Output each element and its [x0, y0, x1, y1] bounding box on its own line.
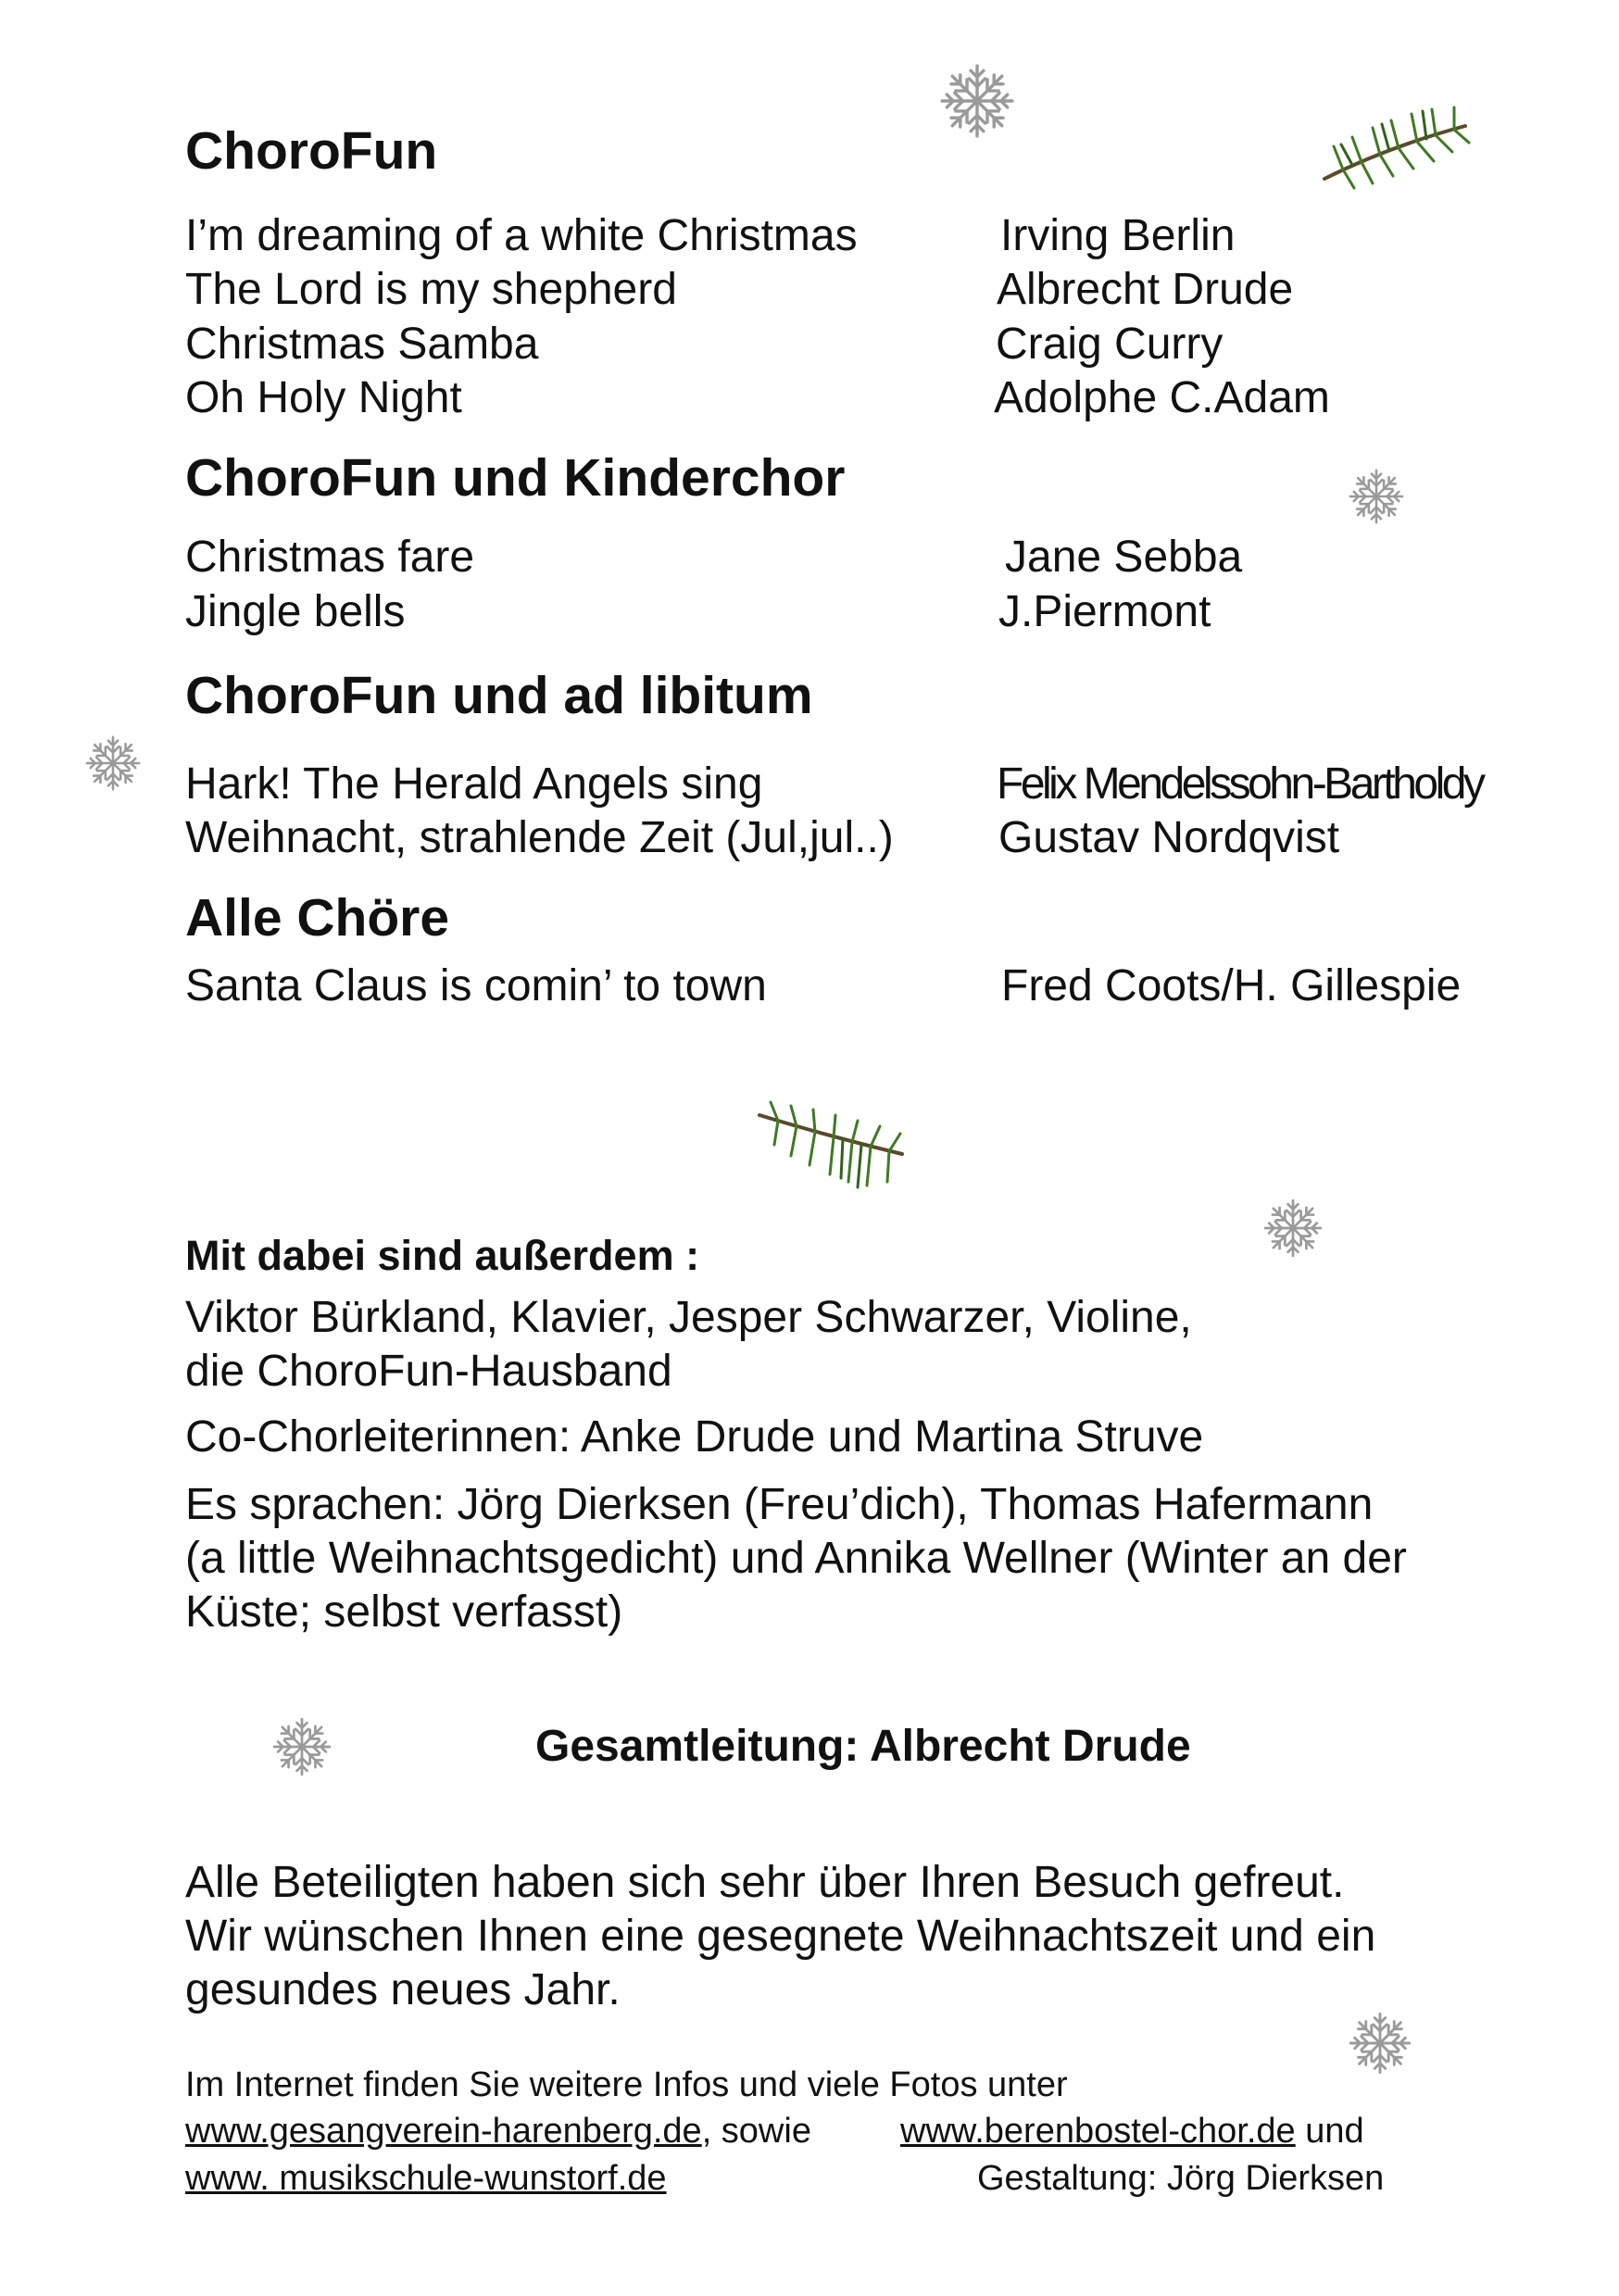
section-heading: Alle Chöre [185, 888, 450, 947]
snowflake-icon [937, 61, 1017, 141]
song-composer: Albrecht Drude [997, 265, 1294, 314]
song-title: Jingle bells [185, 587, 406, 636]
link-berenbostel-chor[interactable]: www.berenbostel-chor.de [900, 2112, 1296, 2151]
participants-line: die ChoroFun-Hausband [185, 1347, 672, 1396]
song-title: Hark! The Herald Angels sing [185, 759, 763, 809]
section-heading: ChoroFun [185, 121, 438, 181]
fir-branch-icon [752, 1098, 910, 1200]
design-credit: Gestaltung: Jörg Dierksen [977, 2159, 1385, 2198]
closing-line: Wir wünschen Ihnen eine gesegnete Weihnachtszeit und ein [185, 1912, 1376, 1961]
song-title: Weihnacht, strahlende Zeit (Jul,jul..) [185, 813, 894, 862]
song-composer: Felix Mendelssohn-Bartholdy [997, 759, 1483, 809]
footer-links-row-2 [900, 2112, 1364, 2152]
song-composer: Adolphe C.Adam [994, 373, 1330, 422]
snowflake-icon [1347, 2010, 1413, 2076]
fir-branch-icon [1315, 91, 1473, 193]
participants-heading: Mit dabei sind außerdem : [185, 1232, 700, 1279]
song-title: Christmas Samba [185, 320, 539, 369]
footer-links-row [185, 2112, 811, 2152]
snowflake-icon [83, 734, 143, 793]
link-musikschule-wunstorf[interactable]: www. musikschule-wunstorf.de [185, 2159, 667, 2198]
snowflake-icon [1261, 1197, 1324, 1260]
speakers-line: Es sprachen: Jörg Dierksen (Freu’dich), Thomas Hafermann [185, 1480, 1374, 1529]
footer-and: und [1305, 2112, 1364, 2151]
closing-line: gesundes neues Jahr. [185, 1965, 621, 2014]
speakers-line: (a little Weihnachtsgedicht) und Annika Wellner (Winter an der [185, 1534, 1407, 1583]
song-title: Oh Holy Night [185, 373, 462, 422]
footer-link-row-3 [185, 2159, 667, 2199]
link-gesangverein-harenberg[interactable]: www.gesangverein-harenberg.de [185, 2112, 702, 2151]
footer-intro: Im Internet finden Sie weitere Infos und viele Fotos unter [185, 2065, 1068, 2104]
song-composer: Gustav Nordqvist [998, 813, 1340, 862]
overall-leadership: Gesamtleitung: Albrecht Drude [535, 1722, 1191, 1771]
song-title: I’m dreaming of a white Christmas [185, 211, 858, 260]
participants-line: Viktor Bürkland, Klavier, Jesper Schwarzer, Violine, [185, 1293, 1192, 1342]
speakers-line: Küste; selbst verfasst) [185, 1587, 623, 1637]
footer-separator: , sowie [701, 2112, 811, 2151]
song-composer: Craig Curry [996, 320, 1224, 369]
song-composer: Irving Berlin [1000, 211, 1236, 260]
snowflake-icon [1347, 467, 1406, 526]
snowflake-icon [270, 1715, 333, 1778]
song-composer: Fred Coots/H. Gillespie [1001, 961, 1462, 1010]
co-leaders-line: Co-Chorleiterinnen: Anke Drude und Martina Struve [185, 1412, 1204, 1462]
closing-line: Alle Beteiligten haben sich sehr über Ihren Besuch gefreut. [185, 1858, 1345, 1907]
song-composer: J.Piermont [998, 587, 1211, 636]
section-heading: ChoroFun und ad libitum [185, 666, 813, 725]
section-heading: ChoroFun und Kinderchor [185, 448, 846, 508]
song-title: The Lord is my shepherd [185, 265, 677, 314]
song-title: Santa Claus is comin’ to town [185, 961, 767, 1010]
song-title: Christmas fare [185, 533, 475, 582]
song-composer: Jane Sebba [1005, 533, 1243, 582]
